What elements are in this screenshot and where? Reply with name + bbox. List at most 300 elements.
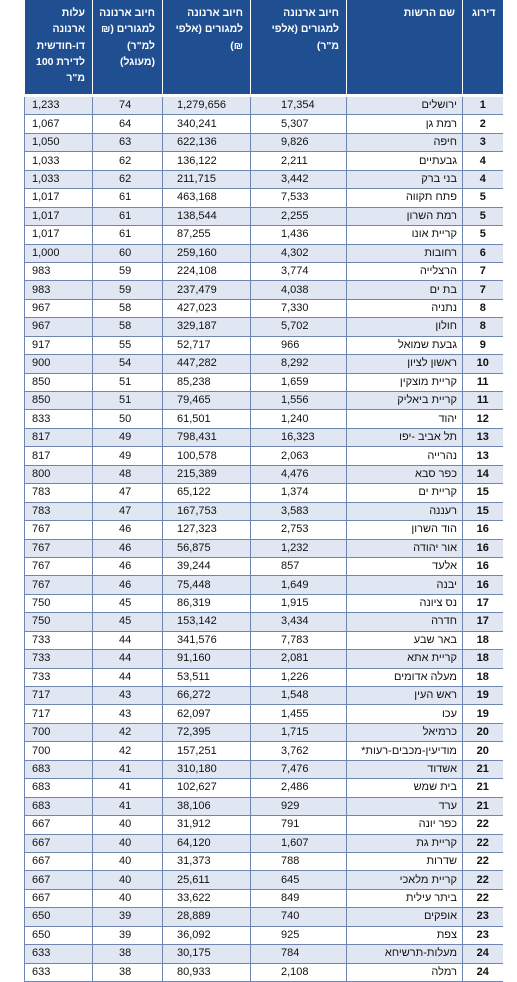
rank-cell: 17 (463, 594, 503, 612)
monthly-cost-cell: 967 (25, 299, 93, 317)
table-row (25, 226, 503, 244)
name-cell: ערד (347, 797, 463, 815)
name-cell: ביתר עילית (347, 889, 463, 907)
rank-cell: 16 (463, 576, 503, 594)
debt-ils-cell: 56,875 (163, 539, 251, 557)
avg-rate-cell: 61 (93, 207, 163, 225)
rank-cell: 9 (463, 336, 503, 354)
name-cell: כרמיאל (347, 723, 463, 741)
rank-cell: 19 (463, 687, 503, 705)
avg-rate-cell: 39 (93, 926, 163, 944)
rank-cell: 3 (463, 133, 503, 151)
avg-rate-cell: 40 (93, 816, 163, 834)
monthly-cost-cell: 800 (25, 465, 93, 483)
name-cell: בית שמש (347, 779, 463, 797)
debt-ils-cell: 341,576 (163, 631, 251, 649)
debt-sqm-cell: 1,374 (251, 484, 347, 502)
rank-cell: 13 (463, 447, 503, 465)
rank-cell: 4 (463, 170, 503, 188)
rank-cell: 22 (463, 871, 503, 889)
header-debt-ils: חיוב ארנונה למגורים (אלפי ₪) (163, 0, 251, 94)
monthly-cost-cell: 633 (25, 945, 93, 963)
avg-rate-cell: 44 (93, 668, 163, 686)
rank-cell: 22 (463, 852, 503, 870)
debt-sqm-cell: 3,434 (251, 613, 347, 631)
debt-sqm-cell: 1,607 (251, 834, 347, 852)
table-row (25, 613, 503, 631)
debt-ils-cell: 30,175 (163, 945, 251, 963)
avg-rate-cell: 61 (93, 226, 163, 244)
table-row (25, 484, 503, 502)
rank-cell: 16 (463, 521, 503, 539)
debt-ils-cell: 167,753 (163, 502, 251, 520)
debt-ils-cell: 62,097 (163, 705, 251, 723)
name-cell: נתניה (347, 299, 463, 317)
header-avg-rate: חיוב ארנונה למגורים (₪ למ"ר) (מעוגל) (93, 0, 163, 94)
debt-sqm-cell: 3,583 (251, 502, 347, 520)
table-row (25, 816, 503, 834)
debt-ils-cell: 259,160 (163, 244, 251, 262)
debt-sqm-cell: 849 (251, 889, 347, 907)
monthly-cost-cell: 833 (25, 410, 93, 428)
debt-ils-cell: 79,465 (163, 392, 251, 410)
name-cell: אופקים (347, 908, 463, 926)
avg-rate-cell: 62 (93, 170, 163, 188)
debt-sqm-cell: 2,255 (251, 207, 347, 225)
debt-sqm-cell: 7,533 (251, 189, 347, 207)
table-row (25, 152, 503, 170)
rank-cell: 23 (463, 908, 503, 926)
avg-rate-cell: 61 (93, 189, 163, 207)
rank-cell: 8 (463, 318, 503, 336)
avg-rate-cell: 50 (93, 410, 163, 428)
rank-cell: 5 (463, 226, 503, 244)
avg-rate-cell: 41 (93, 779, 163, 797)
table-row (25, 723, 503, 741)
name-cell: רמת השרון (347, 207, 463, 225)
monthly-cost-cell: 783 (25, 484, 93, 502)
rank-cell: 24 (463, 945, 503, 963)
debt-sqm-cell: 966 (251, 336, 347, 354)
rank-cell: 2 (463, 115, 503, 133)
rank-cell: 21 (463, 797, 503, 815)
debt-sqm-cell: 784 (251, 945, 347, 963)
rank-cell: 20 (463, 723, 503, 741)
avg-rate-cell: 40 (93, 871, 163, 889)
debt-ils-cell: 237,479 (163, 281, 251, 299)
debt-ils-cell: 86,319 (163, 594, 251, 612)
avg-rate-cell: 43 (93, 705, 163, 723)
monthly-cost-cell: 667 (25, 834, 93, 852)
debt-sqm-cell: 1,232 (251, 539, 347, 557)
debt-ils-cell: 25,611 (163, 871, 251, 889)
table-row (25, 742, 503, 760)
table-row (25, 115, 503, 133)
debt-sqm-cell: 2,081 (251, 650, 347, 668)
rank-cell: 11 (463, 392, 503, 410)
debt-ils-cell: 329,187 (163, 318, 251, 336)
debt-sqm-cell: 1,649 (251, 576, 347, 594)
table-row (25, 889, 503, 907)
debt-sqm-cell: 7,783 (251, 631, 347, 649)
name-cell: קריית ים (347, 484, 463, 502)
table-row (25, 779, 503, 797)
debt-ils-cell: 447,282 (163, 355, 251, 373)
debt-sqm-cell: 929 (251, 797, 347, 815)
header-rank: דירוג (463, 0, 503, 94)
debt-sqm-cell: 1,915 (251, 594, 347, 612)
monthly-cost-cell: 650 (25, 908, 93, 926)
avg-rate-cell: 49 (93, 428, 163, 446)
monthly-cost-cell: 983 (25, 281, 93, 299)
name-cell: ירושלים (347, 97, 463, 115)
table-row (25, 207, 503, 225)
rank-cell: 7 (463, 262, 503, 280)
debt-ils-cell: 31,373 (163, 852, 251, 870)
monthly-cost-cell: 767 (25, 521, 93, 539)
avg-rate-cell: 54 (93, 355, 163, 373)
name-cell: יהוד (347, 410, 463, 428)
avg-rate-cell: 38 (93, 945, 163, 963)
monthly-cost-cell: 817 (25, 428, 93, 446)
table-row (25, 410, 503, 428)
debt-ils-cell: 100,578 (163, 447, 251, 465)
rank-cell: 22 (463, 816, 503, 834)
avg-rate-cell: 41 (93, 797, 163, 815)
table-row (25, 963, 503, 981)
table-row (25, 170, 503, 188)
avg-rate-cell: 45 (93, 613, 163, 631)
rank-cell: 22 (463, 889, 503, 907)
monthly-cost-cell: 633 (25, 963, 93, 981)
debt-ils-cell: 87,255 (163, 226, 251, 244)
debt-sqm-cell: 7,476 (251, 760, 347, 778)
debt-ils-cell: 153,142 (163, 613, 251, 631)
name-cell: קריית אתא (347, 650, 463, 668)
debt-sqm-cell: 4,302 (251, 244, 347, 262)
rank-cell: 8 (463, 299, 503, 317)
name-cell: עכו (347, 705, 463, 723)
avg-rate-cell: 48 (93, 465, 163, 483)
rank-cell: 1 (463, 97, 503, 115)
table-row (25, 834, 503, 852)
name-cell: באר שבע (347, 631, 463, 649)
avg-rate-cell: 40 (93, 889, 163, 907)
monthly-cost-cell: 983 (25, 262, 93, 280)
debt-ils-cell: 215,389 (163, 465, 251, 483)
monthly-cost-cell: 1,033 (25, 170, 93, 188)
debt-ils-cell: 52,717 (163, 336, 251, 354)
avg-rate-cell: 63 (93, 133, 163, 151)
table-header (25, 0, 503, 94)
monthly-cost-cell: 717 (25, 705, 93, 723)
monthly-cost-cell: 733 (25, 668, 93, 686)
monthly-cost-cell: 850 (25, 392, 93, 410)
monthly-cost-cell: 700 (25, 723, 93, 741)
debt-sqm-cell: 5,307 (251, 115, 347, 133)
table-row (25, 576, 503, 594)
table-row (25, 336, 503, 354)
rank-cell: 6 (463, 244, 503, 262)
monthly-cost-cell: 750 (25, 594, 93, 612)
debt-ils-cell: 157,251 (163, 742, 251, 760)
rank-cell: 13 (463, 428, 503, 446)
name-cell: צפת (347, 926, 463, 944)
avg-rate-cell: 42 (93, 723, 163, 741)
monthly-cost-cell: 667 (25, 816, 93, 834)
avg-rate-cell: 43 (93, 687, 163, 705)
debt-sqm-cell: 1,226 (251, 668, 347, 686)
debt-ils-cell: 211,715 (163, 170, 251, 188)
monthly-cost-cell: 967 (25, 318, 93, 336)
table-row (25, 539, 503, 557)
monthly-cost-cell: 733 (25, 650, 93, 668)
debt-sqm-cell: 16,323 (251, 428, 347, 446)
avg-rate-cell: 58 (93, 299, 163, 317)
table-row (25, 428, 503, 446)
debt-sqm-cell: 925 (251, 926, 347, 944)
name-cell: קריית גת (347, 834, 463, 852)
monthly-cost-cell: 1,017 (25, 226, 93, 244)
debt-ils-cell: 75,448 (163, 576, 251, 594)
avg-rate-cell: 58 (93, 318, 163, 336)
debt-ils-cell: 427,023 (163, 299, 251, 317)
table-row (25, 97, 503, 115)
monthly-cost-cell: 1,050 (25, 133, 93, 151)
debt-sqm-cell: 2,753 (251, 521, 347, 539)
name-cell: מעלה אדומים (347, 668, 463, 686)
monthly-cost-cell: 1,033 (25, 152, 93, 170)
table-row (25, 355, 503, 373)
rank-cell: 15 (463, 502, 503, 520)
monthly-cost-cell: 733 (25, 631, 93, 649)
debt-sqm-cell: 3,442 (251, 170, 347, 188)
table-row (25, 945, 503, 963)
avg-rate-cell: 60 (93, 244, 163, 262)
debt-sqm-cell: 1,715 (251, 723, 347, 741)
avg-rate-cell: 64 (93, 115, 163, 133)
table-row (25, 871, 503, 889)
rank-cell: 18 (463, 631, 503, 649)
table-row (25, 760, 503, 778)
rank-cell: 20 (463, 742, 503, 760)
rank-cell: 7 (463, 281, 503, 299)
debt-sqm-cell: 2,211 (251, 152, 347, 170)
monthly-cost-cell: 683 (25, 760, 93, 778)
name-cell: בת ים (347, 281, 463, 299)
monthly-cost-cell: 767 (25, 539, 93, 557)
debt-sqm-cell: 1,436 (251, 226, 347, 244)
avg-rate-cell: 49 (93, 447, 163, 465)
monthly-cost-cell: 1,017 (25, 207, 93, 225)
table-row (25, 392, 503, 410)
monthly-cost-cell: 683 (25, 779, 93, 797)
rank-cell: 16 (463, 539, 503, 557)
debt-ils-cell: 136,122 (163, 152, 251, 170)
table-row (25, 299, 503, 317)
name-cell: כפר יונה (347, 816, 463, 834)
monthly-cost-cell: 783 (25, 502, 93, 520)
debt-ils-cell: 1,279,656 (163, 97, 251, 115)
name-cell: ראש העין (347, 687, 463, 705)
table-row (25, 465, 503, 483)
monthly-cost-cell: 900 (25, 355, 93, 373)
table-row (25, 521, 503, 539)
name-cell: יבנה (347, 576, 463, 594)
debt-sqm-cell: 5,702 (251, 318, 347, 336)
monthly-cost-cell: 667 (25, 889, 93, 907)
debt-sqm-cell: 1,659 (251, 373, 347, 391)
debt-sqm-cell: 8,292 (251, 355, 347, 373)
rank-cell: 5 (463, 207, 503, 225)
debt-ils-cell: 310,180 (163, 760, 251, 778)
monthly-cost-cell: 667 (25, 871, 93, 889)
name-cell: אשדוד (347, 760, 463, 778)
table-row (25, 650, 503, 668)
avg-rate-cell: 62 (93, 152, 163, 170)
name-cell: נס ציונה (347, 594, 463, 612)
debt-ils-cell: 33,622 (163, 889, 251, 907)
name-cell: בני ברק (347, 170, 463, 188)
monthly-cost-cell: 683 (25, 797, 93, 815)
avg-rate-cell: 51 (93, 373, 163, 391)
table-row (25, 502, 503, 520)
debt-ils-cell: 65,122 (163, 484, 251, 502)
avg-rate-cell: 42 (93, 742, 163, 760)
avg-rate-cell: 47 (93, 484, 163, 502)
rank-cell: 19 (463, 705, 503, 723)
monthly-cost-cell: 1,000 (25, 244, 93, 262)
debt-sqm-cell: 3,762 (251, 742, 347, 760)
table-row (25, 687, 503, 705)
table-row (25, 852, 503, 870)
name-cell: חדרה (347, 613, 463, 631)
monthly-cost-cell: 650 (25, 926, 93, 944)
name-cell: גבעתיים (347, 152, 463, 170)
debt-ils-cell: 53,511 (163, 668, 251, 686)
debt-ils-cell: 102,627 (163, 779, 251, 797)
debt-sqm-cell: 791 (251, 816, 347, 834)
name-cell: אור יהודה (347, 539, 463, 557)
debt-sqm-cell: 4,476 (251, 465, 347, 483)
debt-ils-cell: 340,241 (163, 115, 251, 133)
name-cell: פתח תקווה (347, 189, 463, 207)
avg-rate-cell: 40 (93, 834, 163, 852)
name-cell: קריית ביאליק (347, 392, 463, 410)
table-row (25, 926, 503, 944)
debt-sqm-cell: 1,455 (251, 705, 347, 723)
rank-cell: 10 (463, 355, 503, 373)
name-cell: שדרות (347, 852, 463, 870)
table-row (25, 797, 503, 815)
avg-rate-cell: 59 (93, 281, 163, 299)
table-row (25, 557, 503, 575)
table-row (25, 262, 503, 280)
monthly-cost-cell: 700 (25, 742, 93, 760)
rank-cell: 18 (463, 650, 503, 668)
table-row (25, 594, 503, 612)
rank-cell: 14 (463, 465, 503, 483)
rank-cell: 21 (463, 760, 503, 778)
debt-sqm-cell: 2,108 (251, 963, 347, 981)
monthly-cost-cell: 817 (25, 447, 93, 465)
debt-ils-cell: 91,160 (163, 650, 251, 668)
table-row (25, 133, 503, 151)
monthly-cost-cell: 1,017 (25, 189, 93, 207)
debt-ils-cell: 31,912 (163, 816, 251, 834)
avg-rate-cell: 51 (93, 392, 163, 410)
rank-cell: 12 (463, 410, 503, 428)
debt-ils-cell: 127,323 (163, 521, 251, 539)
monthly-cost-cell: 1,067 (25, 115, 93, 133)
header-monthly-cost: עלות ארנונה דו-חודשית לדירת 100 מ"ר (25, 0, 93, 94)
debt-sqm-cell: 7,330 (251, 299, 347, 317)
rank-cell: 11 (463, 373, 503, 391)
header-debt-sqm: חיוב ארנונה למגורים (אלפי מ"ר) (251, 0, 347, 94)
table-row (25, 318, 503, 336)
debt-sqm-cell: 1,240 (251, 410, 347, 428)
monthly-cost-cell: 667 (25, 852, 93, 870)
debt-ils-cell: 80,933 (163, 963, 251, 981)
debt-ils-cell: 224,108 (163, 262, 251, 280)
avg-rate-cell: 46 (93, 557, 163, 575)
debt-ils-cell: 39,244 (163, 557, 251, 575)
debt-sqm-cell: 1,548 (251, 687, 347, 705)
rank-cell: 5 (463, 189, 503, 207)
name-cell: קריית אונו (347, 226, 463, 244)
name-cell: נהרייה (347, 447, 463, 465)
monthly-cost-cell: 850 (25, 373, 93, 391)
name-cell: גבעת שמואל (347, 336, 463, 354)
name-cell: הרצלייה (347, 262, 463, 280)
avg-rate-cell: 46 (93, 521, 163, 539)
rank-cell: 22 (463, 834, 503, 852)
debt-ils-cell: 38,106 (163, 797, 251, 815)
debt-ils-cell: 36,092 (163, 926, 251, 944)
name-cell: רעננה (347, 502, 463, 520)
debt-ils-cell: 463,168 (163, 189, 251, 207)
avg-rate-cell: 59 (93, 262, 163, 280)
table-row (25, 373, 503, 391)
name-cell: מעלות-תרשיחא (347, 945, 463, 963)
avg-rate-cell: 47 (93, 502, 163, 520)
rank-cell: 15 (463, 484, 503, 502)
avg-rate-cell: 46 (93, 576, 163, 594)
name-cell: רחובות (347, 244, 463, 262)
debt-sqm-cell: 645 (251, 871, 347, 889)
avg-rate-cell: 40 (93, 852, 163, 870)
debt-ils-cell: 72,395 (163, 723, 251, 741)
debt-sqm-cell: 9,826 (251, 133, 347, 151)
tax-ranking-table (24, 0, 503, 982)
table-body (25, 94, 503, 982)
avg-rate-cell: 41 (93, 760, 163, 778)
debt-sqm-cell: 4,038 (251, 281, 347, 299)
debt-sqm-cell: 740 (251, 908, 347, 926)
debt-sqm-cell: 857 (251, 557, 347, 575)
table-row (25, 631, 503, 649)
avg-rate-cell: 55 (93, 336, 163, 354)
debt-ils-cell: 798,431 (163, 428, 251, 446)
debt-sqm-cell: 2,486 (251, 779, 347, 797)
table-row (25, 281, 503, 299)
debt-sqm-cell: 17,354 (251, 97, 347, 115)
debt-sqm-cell: 1,556 (251, 392, 347, 410)
avg-rate-cell: 38 (93, 963, 163, 981)
name-cell: ראשון לציון (347, 355, 463, 373)
debt-ils-cell: 28,889 (163, 908, 251, 926)
rank-cell: 23 (463, 926, 503, 944)
